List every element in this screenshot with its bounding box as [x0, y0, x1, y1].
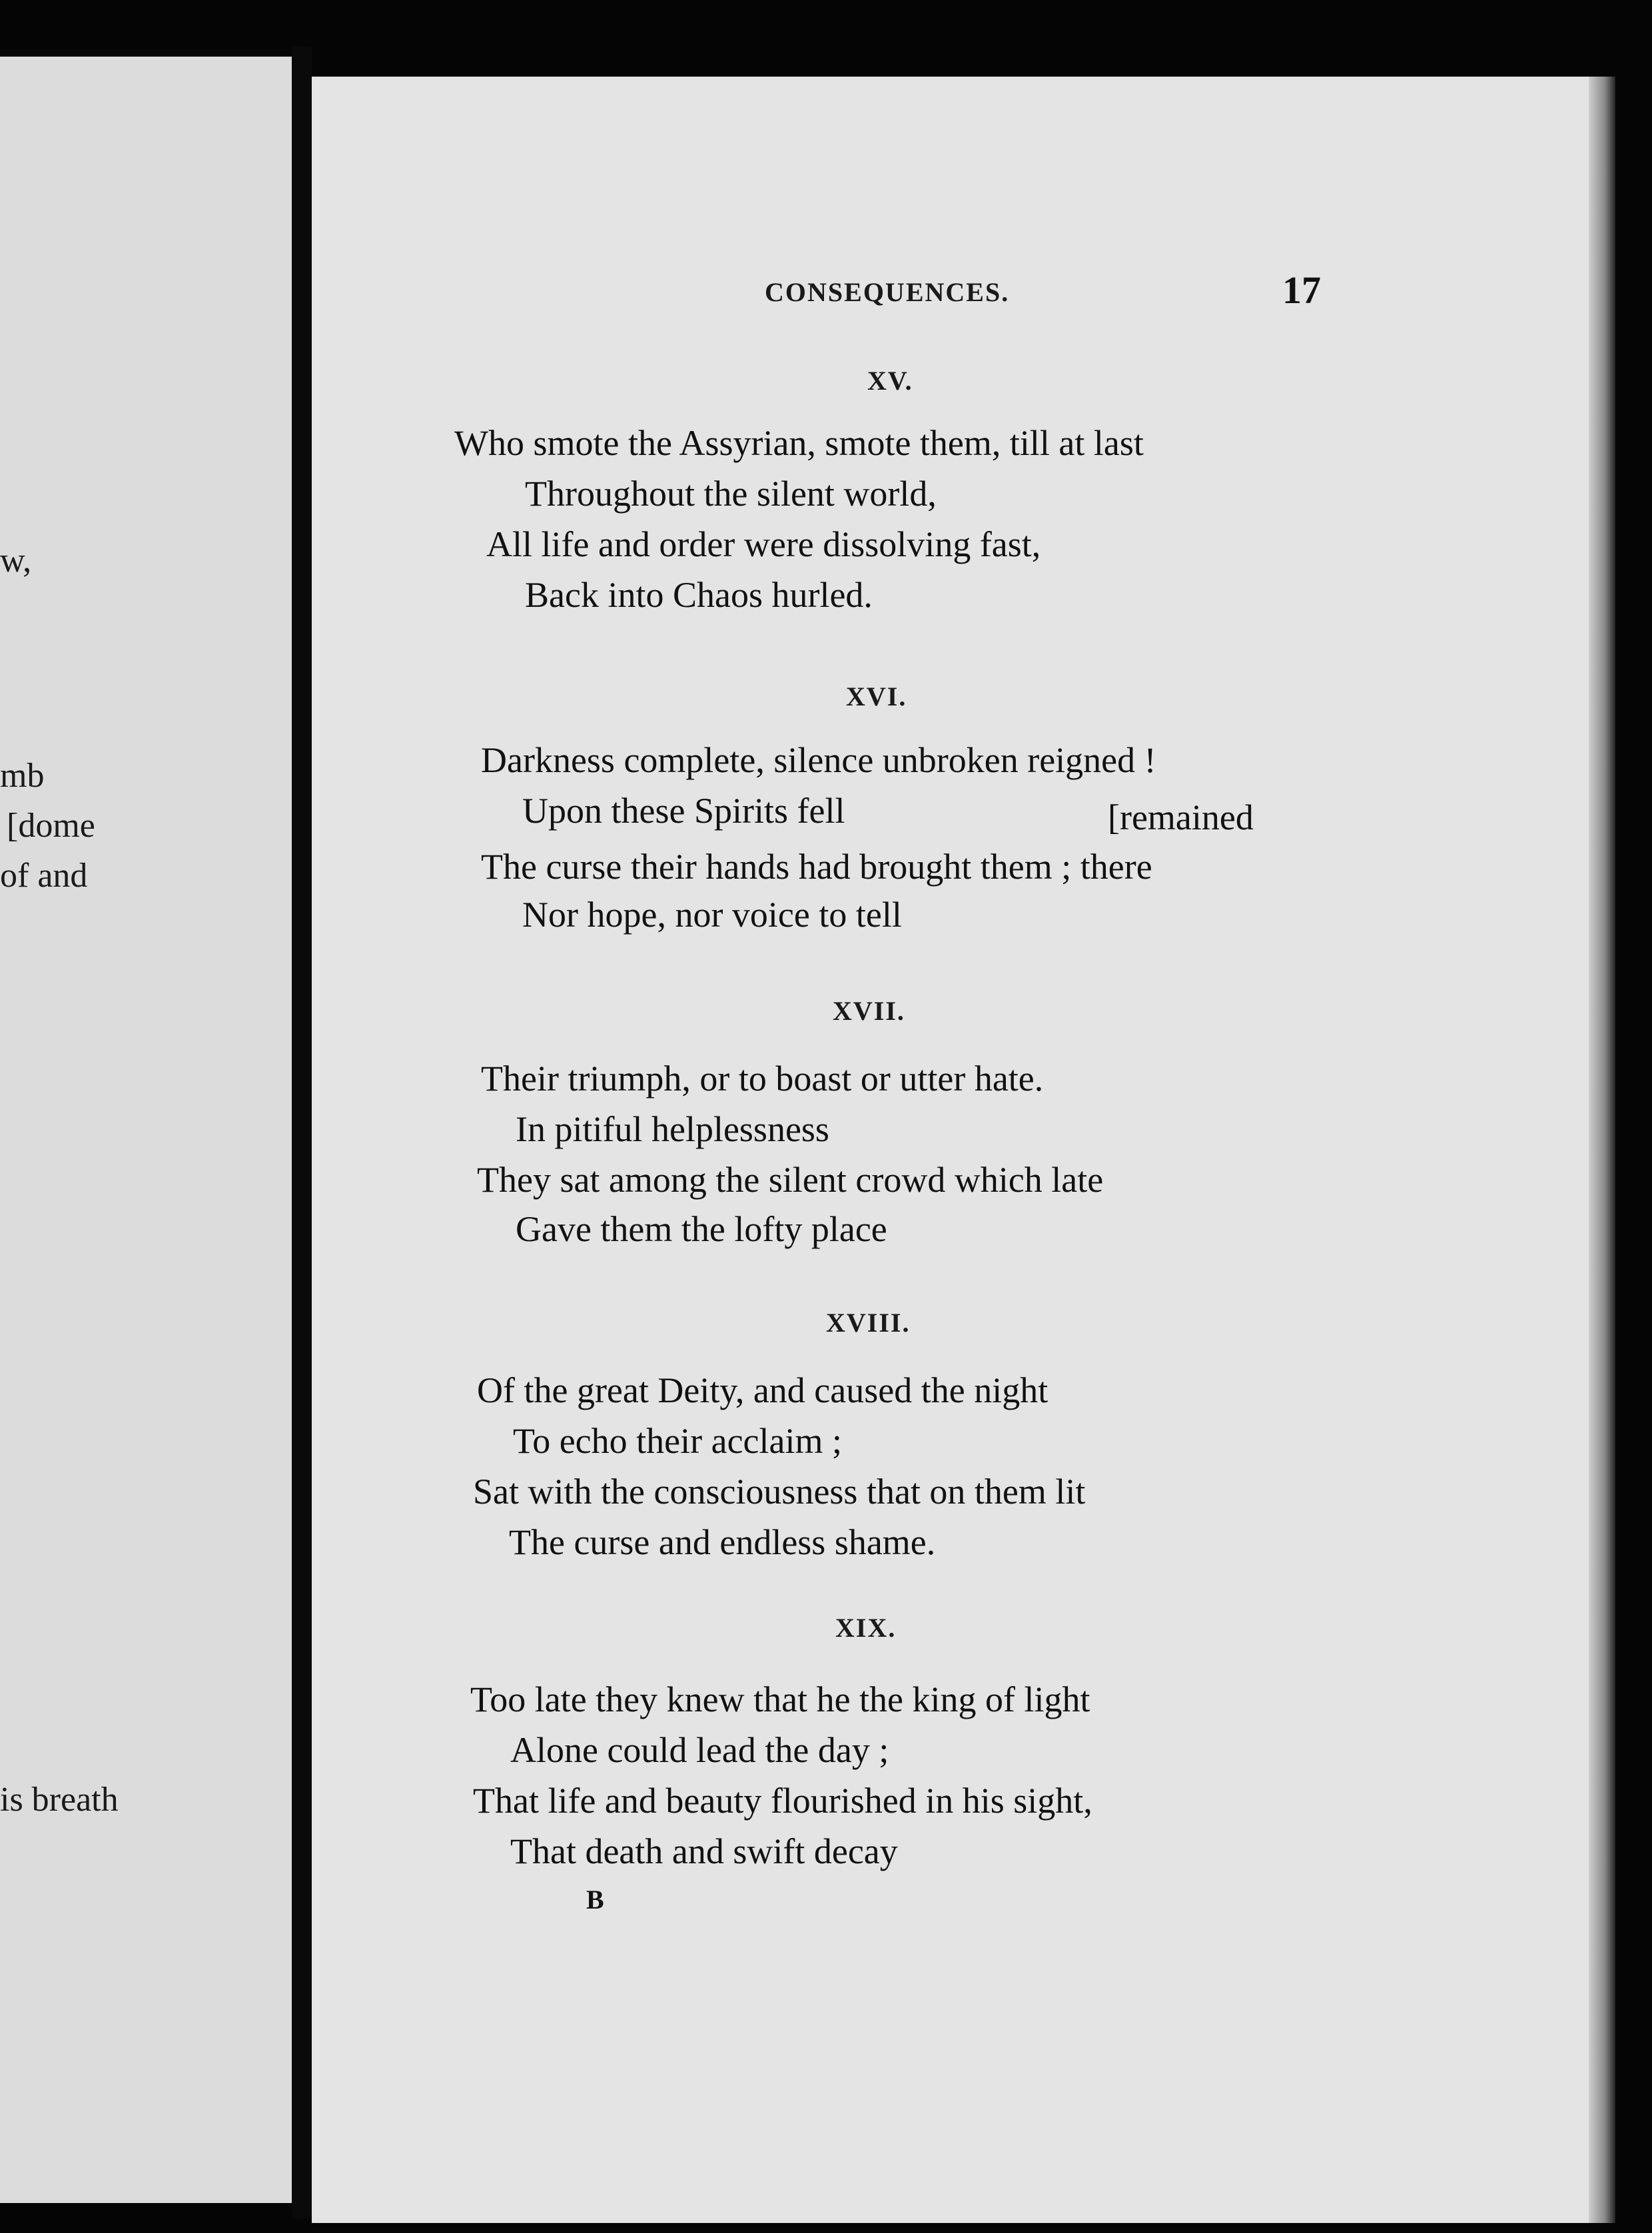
current-page	[312, 77, 1605, 2223]
verse-line: [remained	[1108, 797, 1254, 837]
verse-line: Upon these Spirits fell	[522, 791, 845, 831]
page-edge	[1589, 77, 1615, 2223]
verse-line: To echo their acclaim ;	[513, 1421, 842, 1461]
book-gutter	[292, 47, 312, 2218]
verse-line: They sat among the silent crowd which late	[477, 1160, 1104, 1200]
verse-line: The curse and endless shame.	[509, 1522, 936, 1562]
verse-line: The curse their hands had brought them ; there	[481, 847, 1152, 887]
left-page-fragment: is breath	[0, 1781, 119, 1819]
stanza-number: XVII.	[833, 996, 905, 1026]
stanza-number: XV.	[867, 366, 913, 396]
stanza-number: XVIII.	[826, 1308, 911, 1338]
verse-line: Gave them the lofty place	[516, 1209, 887, 1249]
running-head: CONSEQUENCES.	[765, 277, 1010, 307]
stanza-number: XVI.	[846, 681, 907, 711]
verse-line: All life and order were dissolving fast,	[486, 524, 1041, 564]
verse-line: Their triumph, or to boast or utter hate.	[481, 1059, 1044, 1099]
page-number: 17	[1282, 268, 1321, 312]
left-page-fragment: mb	[0, 757, 45, 795]
previous-page	[0, 57, 292, 2203]
verse-line: That death and swift decay	[510, 1831, 898, 1871]
verse-line: Back into Chaos hurled.	[525, 575, 873, 615]
verse-line: Nor hope, nor voice to tell	[522, 895, 902, 935]
verse-line: In pitiful helplessness	[516, 1109, 829, 1149]
verse-line: Of the great Deity, and caused the night	[477, 1370, 1048, 1410]
verse-line: Sat with the consciousness that on them lit	[473, 1472, 1086, 1512]
verse-line: Darkness complete, silence unbroken reigned !	[481, 740, 1156, 780]
verse-line: Who smote the Assyrian, smote them, till at last	[454, 423, 1144, 463]
verse-line: Throughout the silent world,	[525, 474, 937, 514]
stanza-number: XIX.	[835, 1613, 897, 1643]
left-page-fragment: of and	[0, 857, 88, 895]
signature-mark: B	[586, 1885, 604, 1915]
left-page-fragment: w,	[0, 542, 32, 580]
left-page-fragment: [dome	[7, 807, 95, 845]
verse-line: Too late they knew that he the king of light	[470, 1679, 1090, 1719]
verse-line: That life and beauty flourished in his sight,	[473, 1781, 1092, 1821]
verse-line: Alone could lead the day ;	[510, 1730, 889, 1770]
